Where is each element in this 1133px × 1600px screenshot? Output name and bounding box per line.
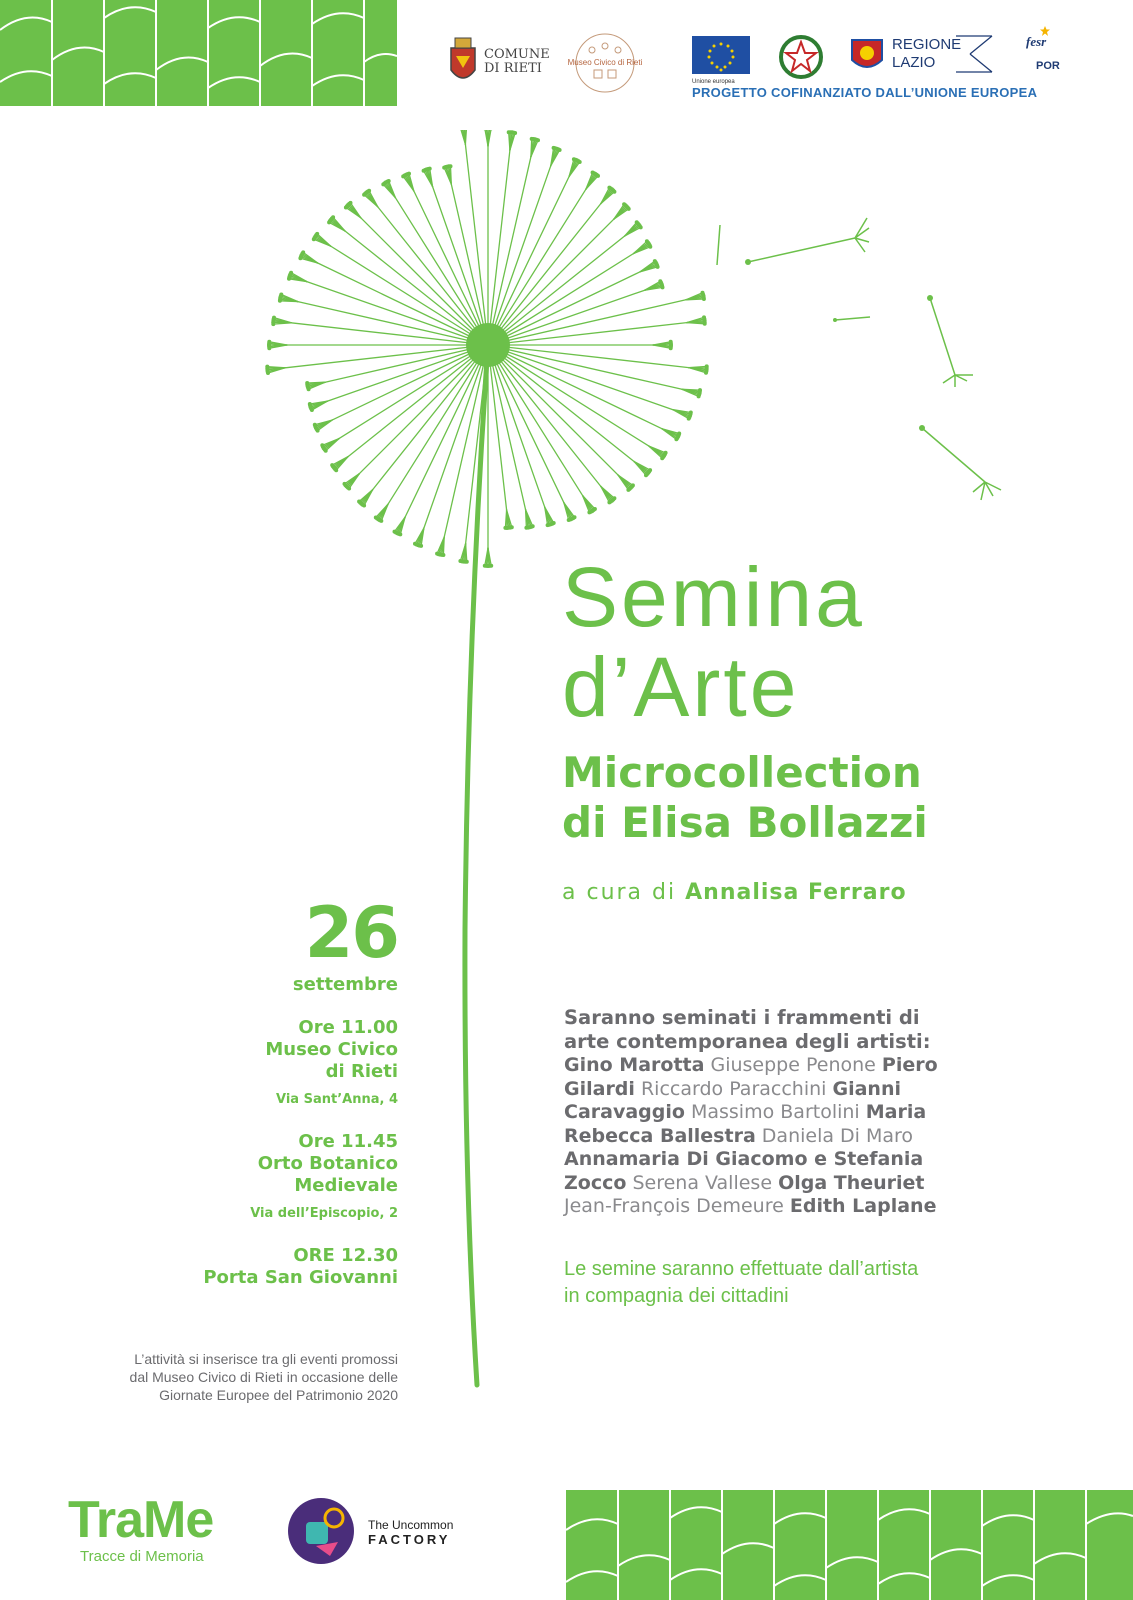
artist-name: Edith Laplane bbox=[789, 1195, 937, 1217]
intro-line-1: Saranno seminati i frammenti di bbox=[564, 1006, 920, 1029]
closing-line-1: Le semine saranno effettuate dall’artista bbox=[564, 1258, 919, 1280]
regione-line1: REGIONE bbox=[892, 36, 962, 53]
artist-line bbox=[564, 1148, 1014, 1172]
event-1-place-2: di Rieti bbox=[325, 1061, 398, 1082]
event-1 bbox=[150, 1017, 398, 1109]
eu-flag-icon bbox=[692, 36, 750, 74]
regione-chevron-icon bbox=[952, 34, 998, 74]
trame-subtitle: Tracce di Memoria bbox=[80, 1548, 204, 1565]
event-3 bbox=[150, 1245, 398, 1289]
artist-name: Zocco bbox=[564, 1171, 627, 1194]
artist-line bbox=[564, 1054, 1014, 1078]
event-2 bbox=[150, 1131, 398, 1223]
pattern-lines-bottom bbox=[566, 1490, 1133, 1600]
trame-wordmark: TraMe bbox=[68, 1491, 214, 1549]
comune-line2: DI RIETI bbox=[484, 61, 542, 76]
museo-label: Museo Civico di Rieti bbox=[567, 58, 643, 67]
comune-crest-icon bbox=[446, 34, 480, 90]
title-line1: Semina bbox=[562, 550, 865, 644]
bottom-right-pattern bbox=[566, 1490, 1133, 1600]
fesr-por-logo bbox=[1022, 26, 1066, 80]
artist-name: Rebecca Ballestra bbox=[564, 1124, 756, 1147]
title-line2: d’Arte bbox=[562, 640, 800, 734]
cofinanziato-text: PROGETTO COFINANZIATO DALL’UNIONE EUROPEA bbox=[692, 85, 1038, 100]
event-2-place-2: Medievale bbox=[294, 1175, 398, 1196]
italy-emblem-icon bbox=[778, 32, 824, 82]
curator-name: Annalisa Ferraro bbox=[685, 880, 907, 905]
artist-name: Daniela Di Maro bbox=[755, 1124, 914, 1147]
artist-name: Olga Theuriet bbox=[778, 1171, 925, 1194]
event-3-time: ORE 12.30 bbox=[293, 1245, 398, 1266]
artist-name: Caravaggio bbox=[564, 1101, 685, 1123]
pattern-lines bbox=[0, 0, 397, 106]
artist-name: Riccardo Paracchini bbox=[634, 1077, 833, 1100]
event-note bbox=[100, 1350, 398, 1404]
comune-logo bbox=[446, 34, 556, 90]
intro-line-2: arte contemporanea degli artisti: bbox=[564, 1029, 931, 1053]
event-2-time: Ore 11.45 bbox=[298, 1131, 398, 1152]
por-label: POR bbox=[1036, 60, 1060, 72]
event-schedule bbox=[150, 892, 398, 1289]
artist-name: Gino Marotta bbox=[564, 1054, 705, 1076]
event-1-time: Ore 11.00 bbox=[298, 1017, 398, 1038]
italy-emblem bbox=[778, 32, 824, 82]
subtitle-line1: Microcollection bbox=[562, 748, 922, 797]
trame-logo bbox=[68, 1491, 214, 1565]
note-line-3: Giornate Europee del Patrimonio 2020 bbox=[159, 1387, 398, 1403]
artist-name: Jean-François Demeure bbox=[564, 1195, 790, 1217]
note-line-2: dal Museo Civico di Rieti in occasione delle bbox=[129, 1369, 398, 1385]
regione-lazio-icon bbox=[848, 34, 886, 74]
artist-name: Piero bbox=[881, 1054, 938, 1076]
note-line-1: L’attività si inserisce tra gli eventi promossi bbox=[134, 1351, 398, 1367]
artist-line bbox=[564, 1101, 1014, 1125]
fesr-label: fesr bbox=[1026, 34, 1047, 49]
artist-line bbox=[564, 1195, 1014, 1219]
artist-list bbox=[564, 1054, 1014, 1219]
artist-line bbox=[564, 1125, 1014, 1149]
event-2-place-1: Orto Botanico bbox=[257, 1153, 398, 1174]
event-2-address: Via dell’Episcopio, 2 bbox=[250, 1206, 398, 1221]
artist-name: Serena Vallese bbox=[626, 1171, 779, 1194]
top-left-pattern bbox=[0, 0, 397, 106]
event-month: settembre bbox=[292, 974, 398, 995]
uf-factory: FACTORY bbox=[368, 1532, 451, 1547]
intro-text bbox=[564, 1006, 1014, 1053]
comune-line1: COMUNE bbox=[484, 47, 550, 62]
artist-name: Massimo Bartolini bbox=[684, 1101, 866, 1123]
regione-line2: LAZIO bbox=[892, 54, 936, 71]
event-1-place-1: Museo Civico bbox=[265, 1039, 398, 1060]
subtitle-line2: di Elisa Bollazzi bbox=[562, 798, 928, 847]
curator-line bbox=[562, 880, 907, 905]
artist-name: Gianni bbox=[832, 1077, 901, 1100]
artist-name: Annamaria Di Giacomo e Stefania bbox=[564, 1148, 924, 1170]
artist-name: Maria bbox=[865, 1101, 927, 1123]
event-3-place-1: Porta San Giovanni bbox=[203, 1267, 398, 1288]
artist-line bbox=[564, 1172, 1014, 1196]
uncommon-factory-logo bbox=[286, 1496, 486, 1566]
curator-prefix: a cura di bbox=[562, 880, 677, 905]
event-1-address: Via Sant’Anna, 4 bbox=[276, 1092, 398, 1107]
artist-name: Giuseppe Penone bbox=[704, 1054, 882, 1076]
eu-caption: Unione europea bbox=[692, 79, 735, 85]
closing-text bbox=[564, 1256, 984, 1310]
closing-line-2: in compagnia dei cittadini bbox=[564, 1285, 789, 1307]
eu-logo bbox=[692, 36, 750, 85]
artist-name: Gilardi bbox=[564, 1077, 635, 1100]
museo-logo bbox=[567, 32, 643, 94]
uf-the: The Uncommon bbox=[368, 1518, 454, 1532]
regione-lazio-logo bbox=[848, 34, 998, 78]
uncommon-factory-icon bbox=[286, 1496, 356, 1566]
artist-line bbox=[564, 1078, 1014, 1102]
event-day: 26 bbox=[304, 892, 398, 974]
